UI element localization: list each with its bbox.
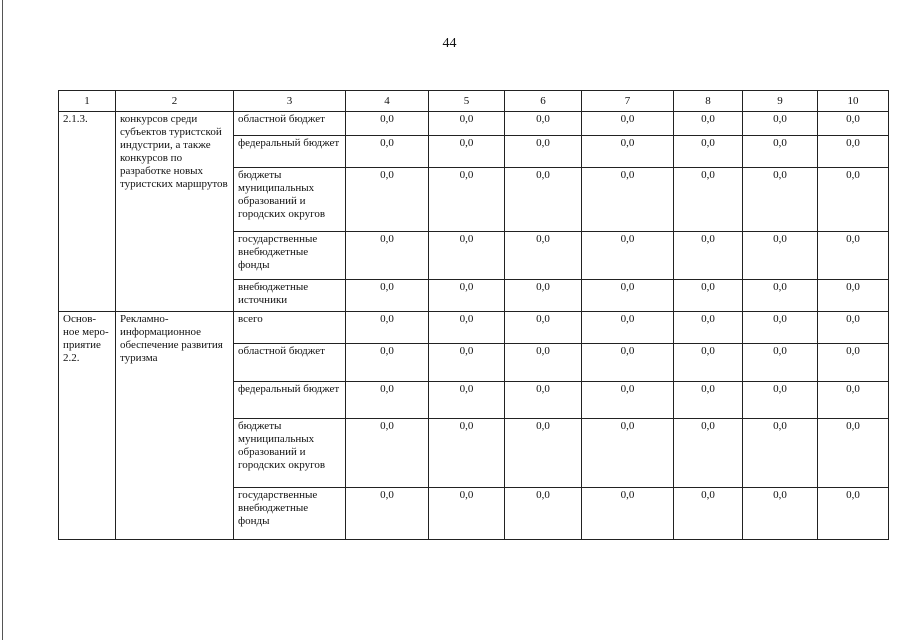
value-cell: 0,0 [674,112,743,136]
value-cell: 0,0 [505,136,582,168]
value-cell: 0,0 [505,312,582,344]
value-cell: 0,0 [346,382,429,419]
value-cell: 0,0 [818,312,889,344]
funding-source: государственные внебюджетные фонды [234,232,346,280]
funding-source: внебюджетные источники [234,280,346,312]
value-cell: 0,0 [582,382,674,419]
value-cell: 0,0 [818,280,889,312]
column-header-9: 9 [743,91,818,112]
value-cell: 0,0 [674,280,743,312]
measure-code: Основ-ное меро-приятие 2.2. [59,312,116,540]
value-cell: 0,0 [582,344,674,382]
table-row [59,312,889,344]
value-cell: 0,0 [429,382,505,419]
measure-description: конкурсов среди субъектов туристской индустрии, а также конкурсов по разработке новых туристских маршрутов [116,112,234,312]
value-cell: 0,0 [674,488,743,540]
value-cell: 0,0 [505,112,582,136]
value-cell: 0,0 [582,168,674,232]
value-cell: 0,0 [674,168,743,232]
header-row [59,91,889,112]
value-cell: 0,0 [743,344,818,382]
value-cell: 0,0 [818,488,889,540]
value-cell: 0,0 [818,419,889,488]
funding-source: федеральный бюджет [234,136,346,168]
column-header-7: 7 [582,91,674,112]
funding-source: бюджеты муниципальных образований и городских округов [234,419,346,488]
value-cell: 0,0 [429,344,505,382]
value-cell: 0,0 [582,112,674,136]
value-cell: 0,0 [346,419,429,488]
value-cell: 0,0 [505,419,582,488]
value-cell: 0,0 [674,382,743,419]
value-cell: 0,0 [743,232,818,280]
value-cell: 0,0 [743,419,818,488]
value-cell: 0,0 [505,232,582,280]
value-cell: 0,0 [818,136,889,168]
value-cell: 0,0 [429,312,505,344]
value-cell: 0,0 [429,232,505,280]
value-cell: 0,0 [429,419,505,488]
measure-code: 2.1.3. [59,112,116,312]
funding-source: бюджеты муниципальных образований и городских округов [234,168,346,232]
value-cell: 0,0 [505,382,582,419]
value-cell: 0,0 [346,488,429,540]
value-cell: 0,0 [429,488,505,540]
funding-source: федеральный бюджет [234,382,346,419]
funding-source: областной бюджет [234,344,346,382]
value-cell: 0,0 [582,488,674,540]
value-cell: 0,0 [582,312,674,344]
column-header-8: 8 [674,91,743,112]
value-cell: 0,0 [818,232,889,280]
measure-description: Рекламно-информационное обеспечение развития туризма [116,312,234,540]
funding-source: всего [234,312,346,344]
value-cell: 0,0 [743,136,818,168]
column-header-3: 3 [234,91,346,112]
value-cell: 0,0 [582,136,674,168]
value-cell: 0,0 [582,280,674,312]
table-row [59,112,889,136]
value-cell: 0,0 [743,112,818,136]
value-cell: 0,0 [346,344,429,382]
page-left-edge [2,0,3,640]
value-cell: 0,0 [818,168,889,232]
value-cell: 0,0 [818,382,889,419]
value-cell: 0,0 [674,136,743,168]
column-header-1: 1 [59,91,116,112]
column-header-4: 4 [346,91,429,112]
value-cell: 0,0 [582,419,674,488]
value-cell: 0,0 [346,312,429,344]
value-cell: 0,0 [674,312,743,344]
value-cell: 0,0 [346,112,429,136]
funding-source: областной бюджет [234,112,346,136]
value-cell: 0,0 [743,168,818,232]
value-cell: 0,0 [346,232,429,280]
column-header-6: 6 [505,91,582,112]
value-cell: 0,0 [346,168,429,232]
column-header-10: 10 [818,91,889,112]
value-cell: 0,0 [346,280,429,312]
column-header-5: 5 [429,91,505,112]
value-cell: 0,0 [505,168,582,232]
value-cell: 0,0 [743,382,818,419]
value-cell: 0,0 [505,488,582,540]
value-cell: 0,0 [429,136,505,168]
table-body [59,91,889,540]
value-cell: 0,0 [429,280,505,312]
value-cell: 0,0 [505,280,582,312]
value-cell: 0,0 [505,344,582,382]
value-cell: 0,0 [346,136,429,168]
value-cell: 0,0 [674,344,743,382]
budget-table [58,90,889,540]
page-number: 44 [442,36,457,51]
value-cell: 0,0 [429,168,505,232]
value-cell: 0,0 [743,312,818,344]
column-header-2: 2 [116,91,234,112]
value-cell: 0,0 [818,344,889,382]
value-cell: 0,0 [743,488,818,540]
value-cell: 0,0 [674,232,743,280]
value-cell: 0,0 [818,112,889,136]
value-cell: 0,0 [429,112,505,136]
value-cell: 0,0 [582,232,674,280]
funding-source: государственные внебюджетные фонды [234,488,346,540]
value-cell: 0,0 [743,280,818,312]
value-cell: 0,0 [674,419,743,488]
